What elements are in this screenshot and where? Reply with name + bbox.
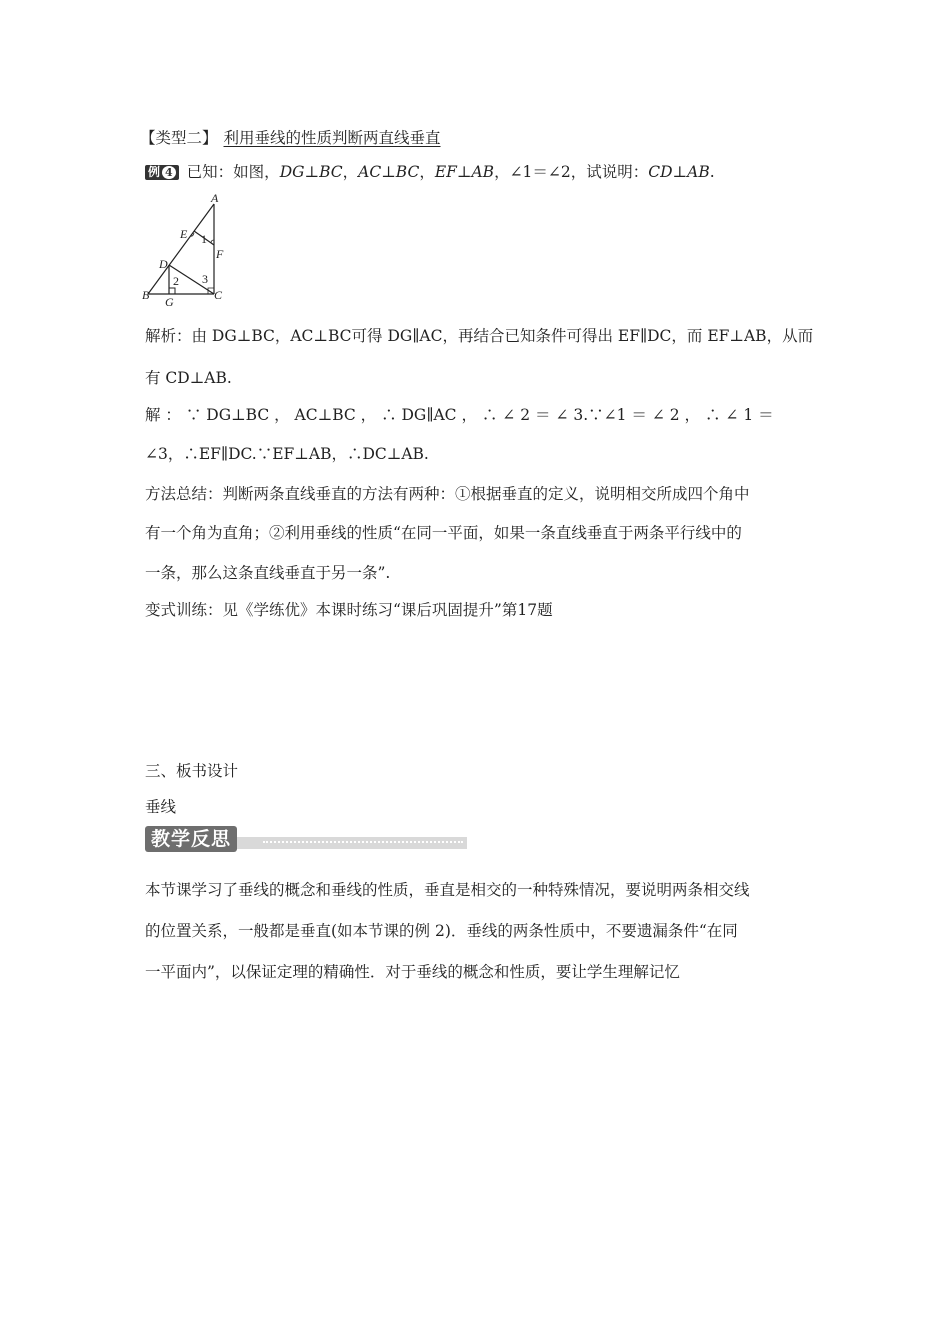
analysis-line-1: 解析：由 DG⊥BC，AC⊥BC可得 DG∥AC，再结合已知条件可得出 EF∥DC，而 EF⊥AB，从而 — [145, 327, 814, 345]
label-c: C — [214, 288, 223, 302]
variant-training: 变式训练：见《学练优》本课时练习“课后巩固提升”第17题 — [145, 601, 553, 619]
label-1: 1 — [201, 232, 207, 246]
label-g: G — [165, 295, 174, 309]
method-line-2: 有一个角为直角；②利用垂线的性质“在同一平面，如果一条直线垂直于两条平行线中的 — [145, 524, 742, 542]
label-3: 3 — [202, 272, 208, 286]
reflection-line-3: 一平面内”，以保证定理的精确性．对于垂线的概念和性质，要让学生理解记忆 — [145, 963, 680, 981]
type2-title: 利用垂线的性质判断两直线垂直 — [223, 129, 441, 147]
solution-line-2: ∠3，∴EF∥DC.∵EF⊥AB，∴DC⊥AB. — [145, 445, 429, 463]
label-b: B — [142, 288, 150, 302]
reflection-banner — [145, 826, 467, 852]
label-f: F — [216, 247, 224, 261]
method-line-1: 方法总结：判断两条直线垂直的方法有两种：①根据垂直的定义，说明相交所成四个角中 — [145, 485, 750, 503]
reflection-line-2: 的位置关系，一般都是垂直(如本节课的例 2)．垂线的两条性质中，不要遗漏条件“在同 — [145, 922, 738, 940]
banner-dots — [263, 841, 463, 843]
right-angle-g — [169, 288, 175, 294]
solution-line-1: 解 ： ∵ DG⊥BC ， AC⊥BC ， ∴ DG∥AC ， ∴ ∠ 2 ＝ ∠ 3.∵∠1 ＝ ∠ 2 ， ∴ ∠ 1 ＝ — [145, 406, 774, 424]
section3-heading: 三、板书设计 — [145, 762, 239, 780]
section3-content: 垂线 — [145, 798, 177, 816]
example-badge: 例 4 — [145, 165, 179, 180]
label-a: A — [211, 191, 219, 205]
label-d: D — [159, 257, 168, 271]
type2-heading — [140, 126, 441, 148]
method-line-3: 一条，那么这条直线垂直于另一条”. — [145, 564, 391, 582]
reflection-line-1: 本节课学习了垂线的概念和垂线的性质，垂直是相交的一种特殊情况，要说明两条相交线 — [145, 881, 750, 899]
analysis-line-2: 有 CD⊥AB. — [145, 369, 232, 387]
reflection-banner-label: 教学反思 — [145, 826, 237, 852]
geometry-figure — [140, 190, 240, 310]
label-e: E — [180, 227, 188, 241]
label-2: 2 — [173, 274, 179, 288]
type2-bracket: 【类型二】 — [140, 129, 218, 147]
example-statement: 例 4 已知：如图，DG⊥BC，AC⊥BC，EF⊥AB，∠1＝∠2，试说明：CD⊥AB. — [145, 160, 715, 182]
